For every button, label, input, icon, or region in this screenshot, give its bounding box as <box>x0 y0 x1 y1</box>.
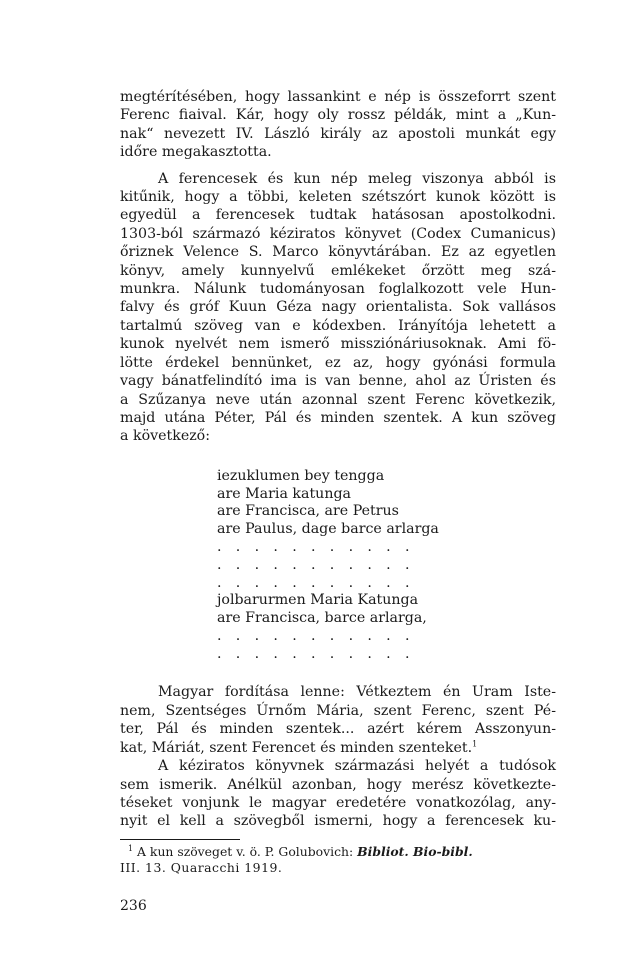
footnote-divider <box>120 839 240 840</box>
text-line: őriznek Velence S. Marco könyvtárában. Ez az egyetlen <box>120 244 556 261</box>
text-line: A kéziratos könyvnek származási helyét a tudósok <box>158 758 556 775</box>
footnote-line <box>120 844 556 860</box>
cuman-verse <box>217 468 556 664</box>
text-line: időre megakasztotta. <box>120 144 272 161</box>
text-line: könyv, amely kunnyelvű emlékeket őrzött meg szá- <box>120 262 556 279</box>
paragraph-4 <box>120 757 556 831</box>
text-line: kunok nyelvét nem ismerő missziónáriusoknak. Ami fö- <box>120 336 556 353</box>
footnote-reference: 1 <box>472 738 478 748</box>
ellipsis-row: . . . . . . . . . . . <box>217 627 410 644</box>
text-line: a Szűzanya neve után azonnal szent Ferenc következik, <box>120 391 556 408</box>
verse-line: are Paulus, dage barce arlarga <box>217 521 439 538</box>
text-line: a következő: <box>120 428 211 445</box>
verse-line: are Francisca, barce arlarga, <box>217 610 427 627</box>
text-line: nak“ nevezett IV. László király az apostoli munkát egy <box>120 125 556 142</box>
text-line: Magyar fordítása lenne: Vétkeztem én Uram Iste- <box>158 684 556 701</box>
text-line: kitűnik, hogy a többi, keleten szétszórt kunok között is <box>120 189 556 206</box>
footnote-mark: 1 <box>128 843 134 853</box>
verse-line: iezuklumen bey tengga <box>217 467 385 484</box>
text-line: majd utána Péter, Pál és minden szentek. A kun szöveg <box>120 409 556 426</box>
text-line: vagy bánatfelindító ima is van benne, ahol az Úristen és <box>120 373 556 390</box>
footnote-title: Bibliot. Bio-bibl. <box>357 843 473 859</box>
text-line: falvy és gróf Kuun Géza nagy orientalista. Sok vallásos <box>120 299 556 316</box>
paragraph-1 <box>120 88 556 162</box>
text-line: téseket vonjunk le magyar eredetére vonatkozólag, any- <box>120 794 556 811</box>
text-line: lötte érdekel bennünket, ez az, hogy gyónási formula <box>120 354 556 371</box>
ellipsis-row: . . . . . . . . . . . <box>217 538 410 555</box>
verse-line: are Francisca, are Petrus <box>217 503 399 520</box>
paragraph-3 <box>120 683 556 757</box>
page-number: 236 <box>120 897 147 914</box>
ellipsis-row: . . . . . . . . . . . <box>217 556 410 573</box>
text-line-content: kat, Máriát, szent Ferencet és minden szenteket. <box>120 739 473 756</box>
text-line: munkra. Nálunk tudományosan foglalkozott vele Hun- <box>120 281 556 298</box>
text-line: nem, Szentséges Úrnőm Mária, szent Ferenc, szent Pé- <box>120 702 556 719</box>
book-page <box>120 88 556 914</box>
verse-line: jolbarurmen Maria Katunga <box>217 592 419 609</box>
paragraph-2 <box>120 170 556 446</box>
verse-line: are Maria katunga <box>217 485 351 502</box>
text-line: 1303-ból származó kéziratos könyvet (Codex Cumanicus) <box>120 225 556 242</box>
ellipsis-row: . . . . . . . . . . . <box>217 645 410 662</box>
ellipsis-row: . . . . . . . . . . . <box>217 574 410 591</box>
text-line: Ferenc fiaival. Kár, hogy oly rossz példák, mint a „Kun- <box>120 107 556 124</box>
text-line: ter, Pál és minden szentek... azért kérem Asszonyun- <box>120 721 556 738</box>
footnote-line: III. 13. Quaracchi 1919. <box>120 859 283 875</box>
text-line: egyedül a ferencesek tudtak hatásosan apostolkodni. <box>120 207 556 224</box>
text-line: A ferencesek és kun nép meleg viszonya abból is <box>158 170 556 187</box>
text-line: sem ismerik. Anélkül azonban, hogy merész következte- <box>120 776 556 793</box>
footnote <box>120 844 556 876</box>
footnote-text: A kun szöveget v. ö. P. Golubovich: <box>137 843 354 859</box>
text-line: nyit el kell a szövegből ismerni, hogy a ferencesek ku- <box>120 813 556 830</box>
text-line <box>120 739 556 757</box>
text-line: tartalmú szöveg van e kódexben. Irányítója lehetett a <box>120 317 556 334</box>
text-line: megtérítésében, hogy lassankint e nép is összeforrt szent <box>120 89 556 105</box>
